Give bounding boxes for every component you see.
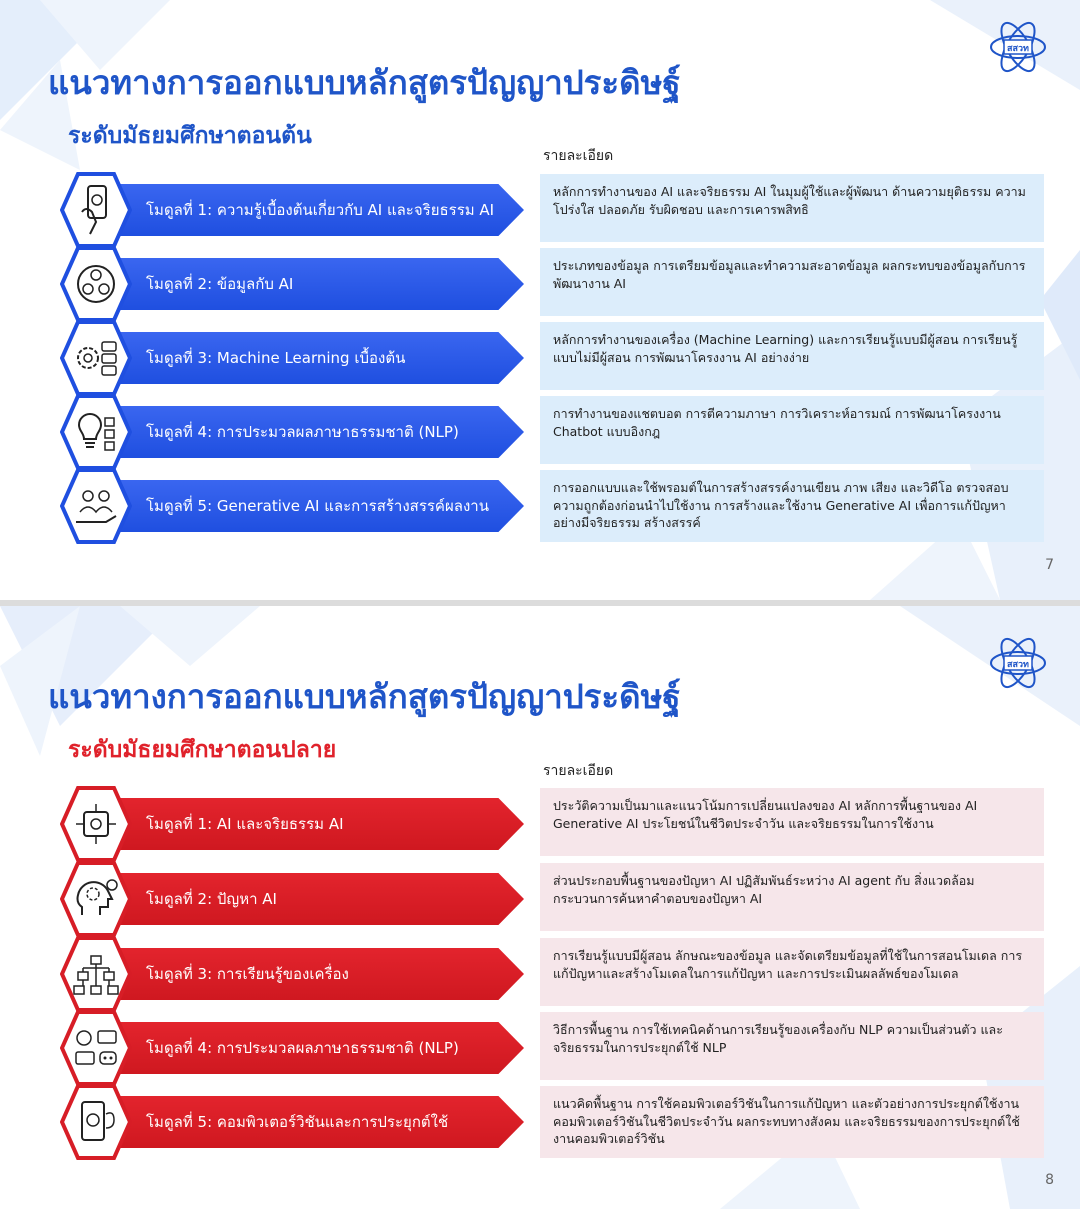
module-label: โมดูลที่ 3: Machine Learning เบื้องต้น	[146, 349, 406, 367]
module-detail: การเรียนรู้แบบมีผู้สอน ลักษณะของข้อมูล และจัดเตรียมข้อมูลที่ใช้ในการสอนโมเดล การแก้ปัญหาและสร้างโมเดลในการแก้ปัญหา และการประเมินผลลัพธ์ของโมเดล	[540, 938, 1044, 1006]
smartphone-ai-icon	[60, 172, 132, 248]
logo-text: สสวท	[1007, 44, 1029, 54]
module-detail: ประเภทของข้อมูล การเตรียมข้อมูลและทำความสะอาดข้อมูล ผลกระทบของข้อมูลกับการพัฒนางาน AI	[540, 248, 1044, 316]
module-row	[0, 172, 1080, 242]
module-row	[0, 936, 1080, 1006]
module-label: โมดูลที่ 1: AI และจริยธรรม AI	[146, 815, 344, 833]
slide-7	[0, 0, 1080, 600]
module-detail: ส่วนประกอบพื้นฐานของปัญหา AI ปฏิสัมพันธ์ระหว่าง AI agent กับ สิ่งแวดล้อม กระบวนการค้นหาคำตอบของปัญหา AI	[540, 863, 1044, 931]
module-label: โมดูลที่ 2: ปัญหา AI	[146, 890, 277, 908]
module-row	[0, 861, 1080, 931]
section-subtitle: ระดับมัธยมศึกษาตอนต้น	[68, 123, 312, 149]
module-row	[0, 1084, 1080, 1154]
page-title: แนวทางการออกแบบหลักสูตรปัญญาประดิษฐ์	[48, 677, 681, 716]
detail-column-header: รายละเอียด	[543, 763, 614, 779]
page-number: 7	[1045, 557, 1054, 573]
page-title: แนวทางการออกแบบหลักสูตรปัญญาประดิษฐ์	[48, 63, 681, 102]
module-label: โมดูลที่ 5: คอมพิวเตอร์วิชันและการประยุกต์ใช้	[146, 1113, 449, 1131]
page-number: 8	[1045, 1172, 1054, 1188]
module-detail: การออกแบบและใช้พรอมต์ในการสร้างสรรค์งานเขียน ภาพ เสียง และวิดีโอ ตรวจสอบความถูกต้องก่อนนำไปใช้งาน การสร้างและใช้งาน Generative AI เพื่อการแก้ปัญหาอย่างมีจริยธรรม สร้างสรรค์	[540, 470, 1044, 542]
ai-network-icon	[60, 786, 132, 862]
module-row	[0, 246, 1080, 316]
module-detail: หลักการทำงานของ AI และจริยธรรม AI ในมุมผู้ใช้และผู้พัฒนา ด้านความยุติธรรม ความโปร่งใส ปลอดภัย รับผิดชอบ และการเคารพสิทธิ	[540, 174, 1044, 242]
slide-8	[0, 606, 1080, 1209]
module-label: โมดูลที่ 3: การเรียนรู้ของเครื่อง	[146, 965, 349, 983]
hierarchy-icon	[60, 936, 132, 1012]
module-detail: แนวคิดพื้นฐาน การใช้คอมพิวเตอร์วิชันในการแก้ปัญหา และตัวอย่างการประยุกต์ใช้งาน คอมพิวเตอร์วิชันในชีวิตประจำวัน ผลกระทบทางสังคม และจริยธรรมของการประยุกต์ใช้งานคอมพิวเตอร์วิชัน	[540, 1086, 1044, 1158]
module-detail: การทำงานของแชตบอต การตีความภาษา การวิเคราะห์อารมณ์ การพัฒนาโครงงาน Chatbot แบบอิงกฎ	[540, 396, 1044, 464]
module-label: โมดูลที่ 2: ข้อมูลกับ AI	[146, 275, 294, 293]
module-label: โมดูลที่ 5: Generative AI และการสร้างสรรค์ผลงาน	[146, 497, 489, 515]
module-row	[0, 394, 1080, 464]
module-detail: ประวัติความเป็นมาและแนวโน้มการเปลี่ยนแปลงของ AI หลักการพื้นฐานของ AI Generative AI ประโยชน์ในชีวิตประจำวัน และจริยธรรมในการใช้งาน	[540, 788, 1044, 856]
section-subtitle: ระดับมัธยมศึกษาตอนปลาย	[68, 737, 337, 763]
module-detail: หลักการทำงานของเครื่อง (Machine Learning) และการเรียนรู้แบบมีผู้สอน การเรียนรู้แบบไม่มีผู้สอน การพัฒนาโครงงาน AI อย่างง่าย	[540, 322, 1044, 390]
ipst-logo	[988, 16, 1048, 78]
module-label: โมดูลที่ 4: การประมวลผลภาษาธรรมชาติ (NLP)	[146, 1039, 459, 1057]
logo-text: สสวท	[1007, 660, 1029, 670]
module-detail: วิธีการพื้นฐาน การใช้เทคนิคด้านการเรียนรู้ของเครื่องกับ NLP ความเป็นส่วนตัว และจริยธรรมในการประยุกต์ใช้ NLP	[540, 1012, 1044, 1080]
detail-column-header: รายละเอียด	[543, 148, 614, 164]
module-row	[0, 786, 1080, 856]
camera-vision-icon	[60, 1084, 132, 1160]
module-row	[0, 468, 1080, 538]
ipst-logo	[988, 632, 1048, 694]
data-circles-icon	[60, 246, 132, 322]
gear-chat-icon	[60, 320, 132, 396]
module-label: โมดูลที่ 1: ความรู้เบื้องต้นเกี่ยวกับ AI และจริยธรรม AI	[146, 201, 495, 219]
chat-bot-icon	[60, 1010, 132, 1086]
head-gears-icon	[60, 861, 132, 937]
lightbulb-brain-icon	[60, 394, 132, 470]
module-label: โมดูลที่ 4: การประมวลผลภาษาธรรมชาติ (NLP)	[146, 423, 459, 441]
team-hand-icon	[60, 468, 132, 544]
module-row	[0, 320, 1080, 390]
module-row	[0, 1010, 1080, 1080]
